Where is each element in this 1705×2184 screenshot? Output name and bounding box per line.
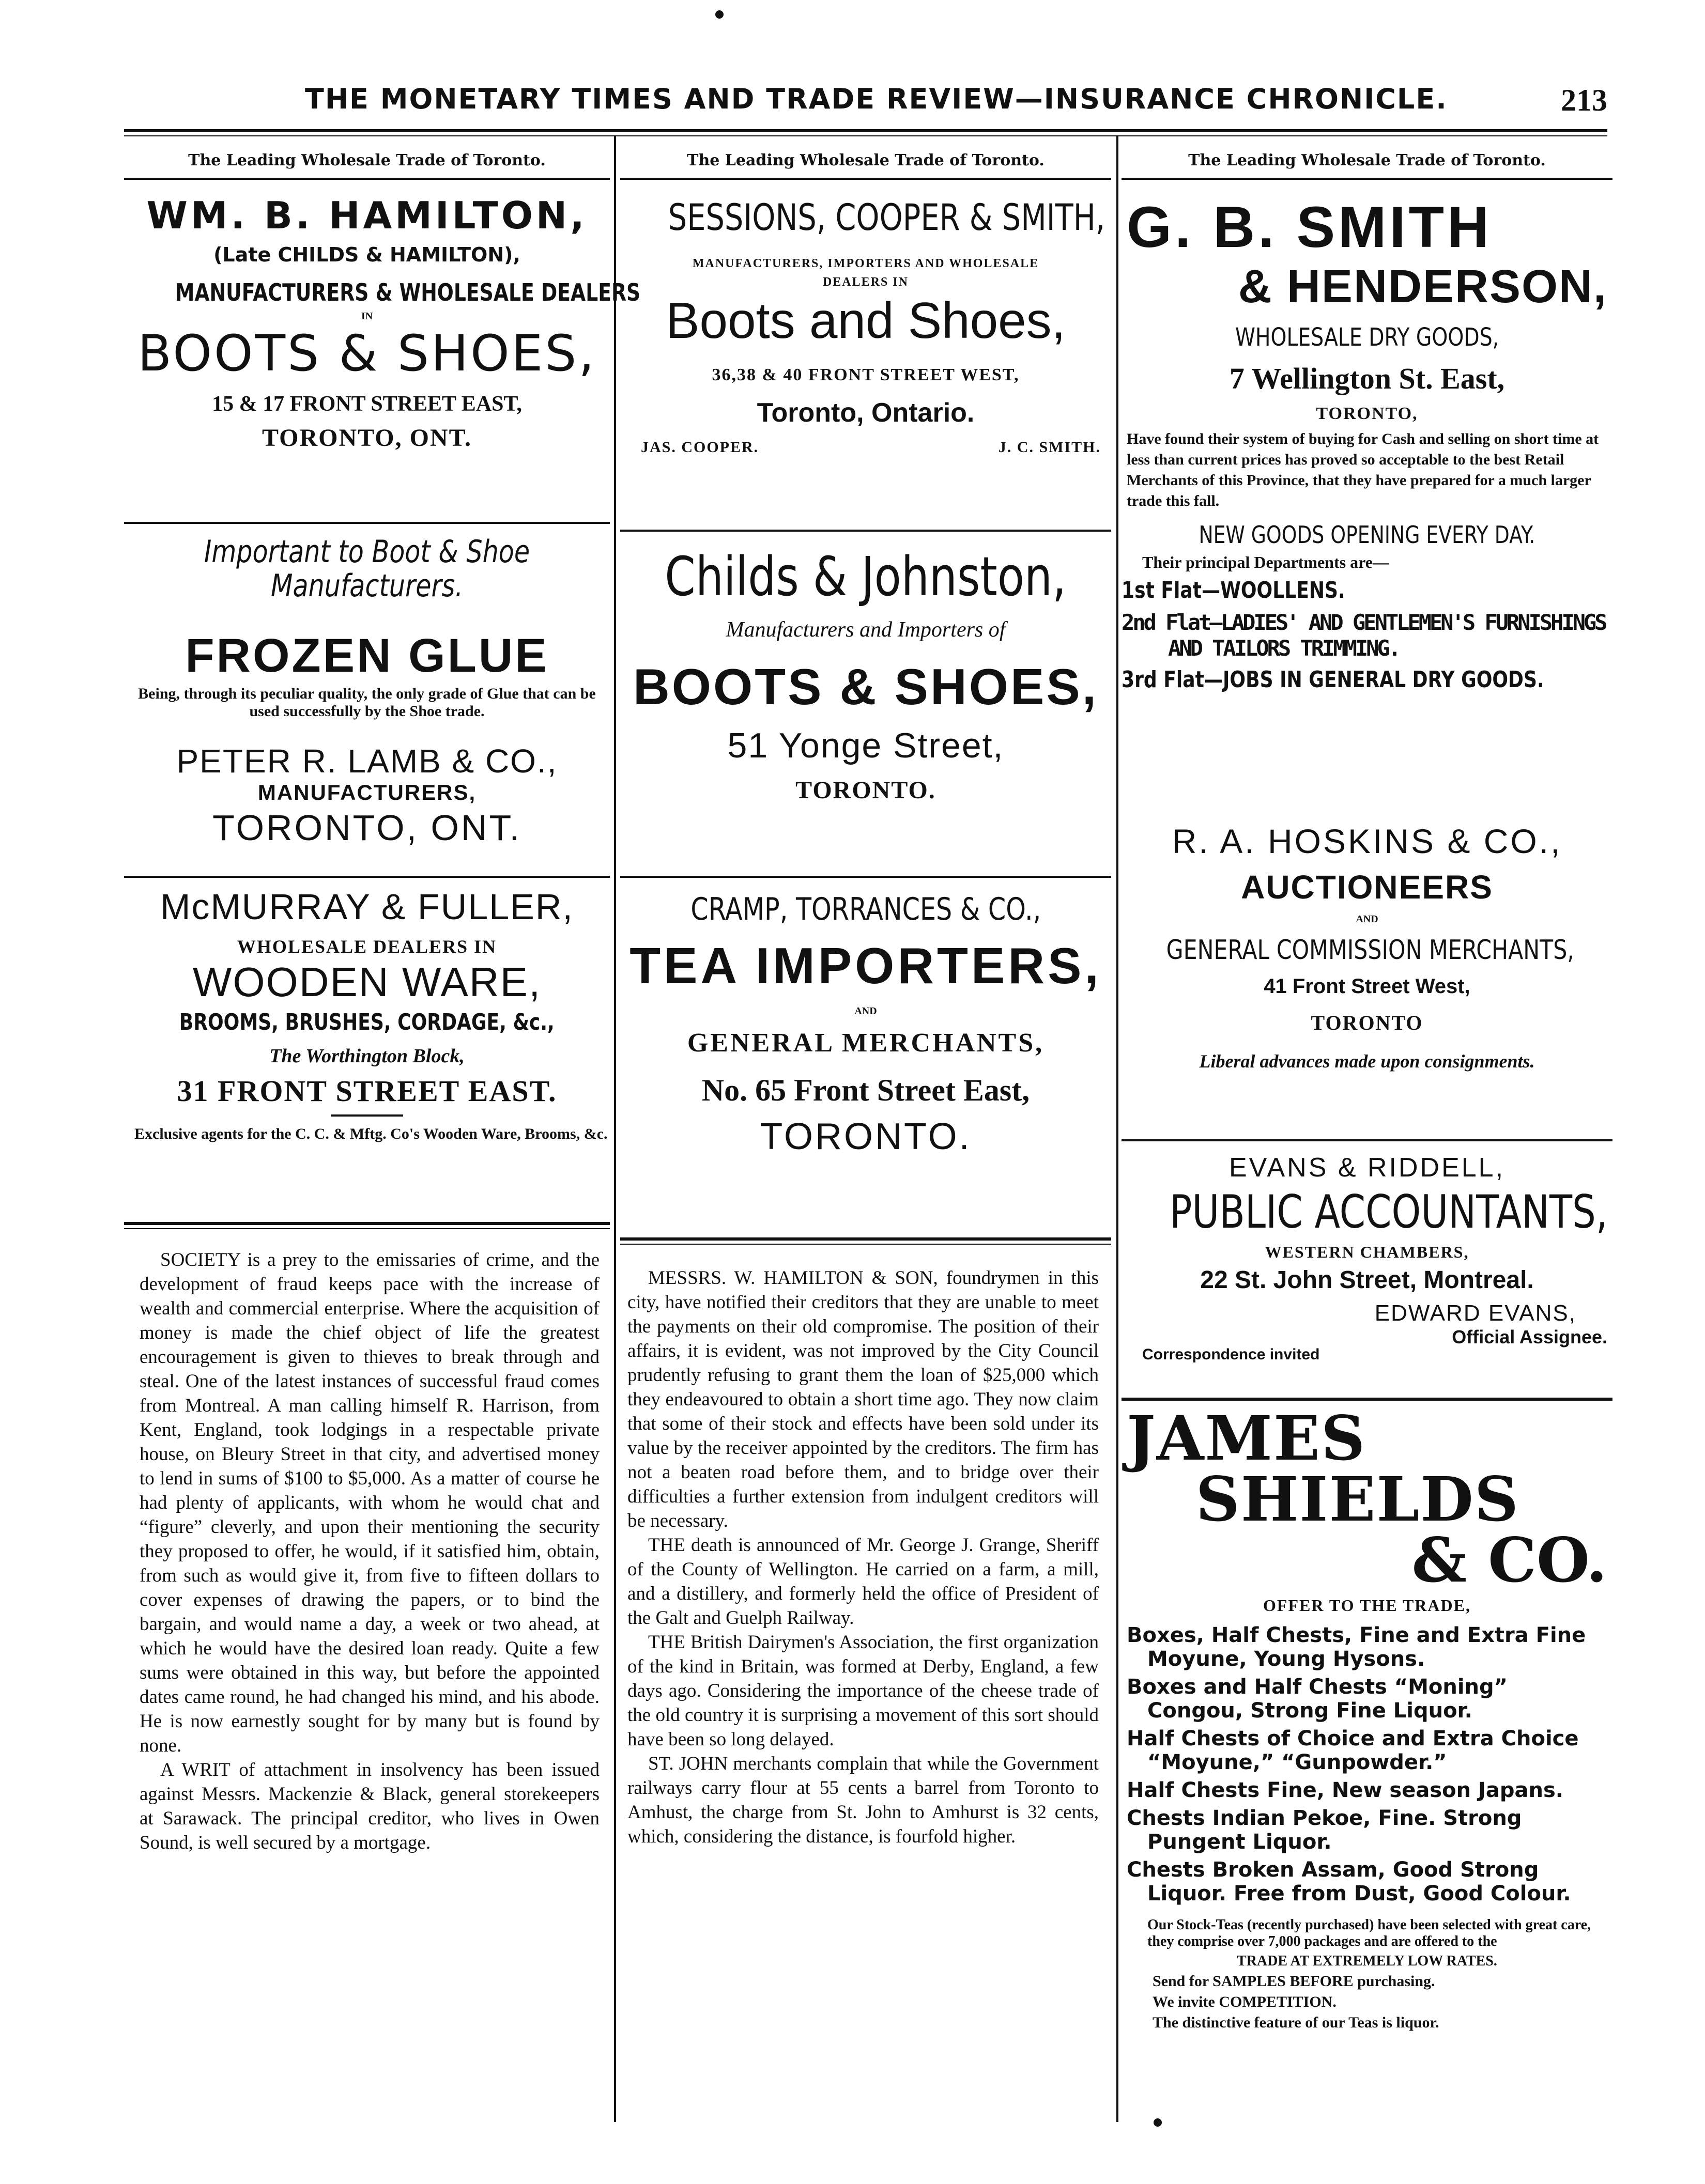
ad-shields-item: Half Chests Fine, New season Japans. xyxy=(1127,1778,1563,1802)
ad-childs-goods: BOOTS & SHOES, xyxy=(633,658,1098,715)
ad-hoskins-address: 41 Front Street West, xyxy=(1264,975,1470,998)
ad-sessions-role: MANUFACTURERS, IMPORTERS AND WHOLESALE DEALERS IN xyxy=(692,257,1039,289)
ad-cramp xyxy=(620,891,1111,1158)
ad-evans-building: WESTERN CHAMBERS, xyxy=(1265,1243,1469,1261)
ad-shields-offer: OFFER TO THE TRADE, xyxy=(1263,1596,1471,1615)
ad-hoskins-note: Liberal advances made upon consignments. xyxy=(1199,1051,1535,1072)
ad-sessions-city: Toronto, Ontario. xyxy=(757,398,975,428)
ad-hamilton-late: (Late CHILDS & HAMILTON), xyxy=(213,243,520,266)
ad-gbsmith-dept-1: 1st Flat—WOOLLENS. xyxy=(1122,577,1345,603)
ad-evans-title: Official Assignee. xyxy=(1452,1326,1607,1347)
column-heading: The Leading Wholesale Trade of Toronto. xyxy=(620,137,1111,180)
ad-mcmurray xyxy=(124,886,610,1143)
ad-shields-item: Chests Broken Assam, Good Strong Liquor. Free from Dust, Good Colour. xyxy=(1127,1858,1571,1906)
ad-sessions-partner-1: JAS. COOPER. xyxy=(641,439,759,456)
article-paragraph: A WRIT of attachment in insolvency has been issued against Messrs. Mackenzie & Black, general storekeepers at Sarawack. The principal creditor, who lives in Owen Sound, is well secured by a mortgage. xyxy=(140,1759,600,1853)
ad-shields-name-1: JAMES xyxy=(1127,1402,1366,1474)
ad-sessions-partner-2: J. C. SMITH. xyxy=(998,439,1101,456)
article-paragraph: ST. JOHN merchants complain that while the Government railways carry flour at 55 cents a barrel from Toronto to Amhust, the charge from St. John to Amhurst is 32 cents, which, considering the distance, is fourfold higher. xyxy=(627,1753,1099,1847)
ad-mcmurray-name: McMURRAY & FULLER, xyxy=(160,887,574,927)
ad-sessions-goods: Boots and Shoes, xyxy=(666,292,1066,349)
ad-hoskins-and: AND xyxy=(1356,913,1378,925)
ad-hamilton-city: TORONTO, ONT. xyxy=(262,424,472,452)
ad-cramp-address: No. 65 Front Street East, xyxy=(701,1073,1030,1107)
ad-gbsmith xyxy=(1122,194,1612,693)
ad-cramp-goods: TEA IMPORTERS, xyxy=(629,937,1102,994)
ad-childs-role: Manufacturers and Importers of xyxy=(726,618,1006,642)
article-paragraph: THE British Dairymen's Association, the first organization of the kind in Britain, was formed at Derby, England, a few days ago. Considering the importance of the cheese trade of the old country it is surprising a movement of this sort should have been so long delayed. xyxy=(627,1632,1099,1750)
divider-thick xyxy=(124,1222,610,1225)
ad-lamb-name: PETER R. LAMB & CO., xyxy=(176,742,558,780)
ad-hoskins-name: R. A. HOSKINS & CO., xyxy=(1172,822,1562,860)
divider xyxy=(124,522,610,524)
ad-hoskins-role-2: GENERAL COMMISSION MERCHANTS, xyxy=(1166,935,1574,966)
ad-cramp-name: CRAMP, TORRANCES & CO., xyxy=(690,891,1041,927)
print-mark xyxy=(715,10,724,19)
ad-cramp-and: AND xyxy=(854,1005,877,1017)
ad-evans xyxy=(1122,1152,1612,1364)
ad-evans-invite: Correspondence invited xyxy=(1142,1346,1320,1363)
article-paragraph: THE death is announced of Mr. George J. Grange, Sheriff of the County of Wellington. He carried on a farm, a mill, and a distillery, and formerly held the office of President of the Galt and Guelph Railway. xyxy=(627,1535,1099,1629)
ad-shields-item: Boxes, Half Chests, Fine and Extra Fine Moyune, Young Hysons. xyxy=(1127,1623,1586,1671)
ad-shields-feature: The distinctive feature of our Teas is liquor. xyxy=(1153,2014,1439,2031)
ad-gbsmith-text: Have found their system of buying for Cash and selling on short time at less than current prices has proved so acceptable to the best Retail Merchants of this Province, that they have prepared for a much larger trade this fall. xyxy=(1127,430,1599,509)
ad-childs xyxy=(620,545,1111,804)
ad-shields-stock: Our Stock-Teas (recently purchased) have been selected with great care, they comprise over 7,000 packages and are offered to the xyxy=(1147,1917,1591,1949)
ad-hamilton xyxy=(124,194,641,452)
divider-thick xyxy=(620,1237,1111,1241)
divider xyxy=(1122,1139,1612,1141)
ad-shields-item: Boxes and Half Chests “Moning” Congou, Strong Fine Liquor. xyxy=(1127,1675,1508,1723)
article-paragraph: SOCIETY is a prey to the emissaries of crime, and the development of fraud keeps pace with the increase of wealth and commercial enterprise. Where the acquisition of money is made the chief object of life the greatest encouragement is given to thieves to break through and steal. One of the latest instances of successful fraud comes from Montreal. A man calling himself R. Harrison, from Kent, England, took lodgings in a respectable private house, on Bleury Street in that city, and advertised money to lend in sums of $100 to $5,000. As a matter of course he had plenty of applicants, with whom he would chat and “figure” cleverly, and upon their mentioning the security they proposed to offer, he would, if it satisfied him, obtain, from such as would give it, from five to fifteen dollars to cover expenses of drawing the papers, or to bind the bargain, and would name a day, a week or two ahead, at which he would have the desired loan ready. Quite a few sums were obtained in this way, but before the appointed dates came round, he had changed his mind, and his abode. He is now earnestly sought for by many but is found by none. xyxy=(140,1249,600,1756)
column-right xyxy=(1122,137,1612,2121)
ad-lamb-product: FROZEN GLUE xyxy=(185,629,549,682)
ad-hoskins xyxy=(1122,822,1612,1072)
ad-hamilton-goods: BOOTS & SHOES, xyxy=(137,324,596,382)
ad-gbsmith-name-1: G. B. SMITH xyxy=(1127,195,1492,259)
ad-evans-person: EDWARD EVANS, xyxy=(1374,1300,1576,1326)
ad-shields-competition: We invite COMPETITION. xyxy=(1153,1993,1337,2010)
ad-hamilton-in: IN xyxy=(361,311,373,322)
ad-lamb-role: MANUFACTURERS, xyxy=(257,780,477,804)
ad-shields-rates: TRADE AT EXTREMELY LOW RATES. xyxy=(1237,1953,1497,1969)
divider-thick xyxy=(1122,1398,1612,1401)
short-rule xyxy=(331,1114,403,1117)
ad-lamb-city: TORONTO, ONT. xyxy=(212,808,521,848)
divider-thin xyxy=(124,1228,610,1229)
ad-childs-address: 51 Yonge Street, xyxy=(727,726,1004,765)
ad-mcmurray-goods2: BROOMS, BRUSHES, CORDAGE, &c., xyxy=(179,1009,555,1035)
ad-cramp-city: TORONTO. xyxy=(760,1116,972,1157)
ad-evans-role: PUBLIC ACCOUNTANTS, xyxy=(1170,1185,1608,1238)
article-paragraph: MESSRS. W. HAMILTON & SON, foundrymen in this city, have notified their creditors that they are unable to meet the payments on their old compromise. The position of their affairs, it is evident, was not improved by the City Council prudently refusing to grant them the loan of $25,000 which they endeavoured to obtain a short time ago. They now claim that some of their stock and effects have been sold under its value by the receiver appointed by the creditors. The firm has not a beaten road before them, and to bridge over their difficulties a further extension from indulgent creditors will be necessary. xyxy=(627,1267,1099,1531)
column-heading: The Leading Wholesale Trade of Toronto. xyxy=(1122,137,1612,180)
ad-mcmurray-role: WHOLESALE DEALERS IN xyxy=(237,936,497,957)
ad-evans-address: 22 St. John Street, Montreal. xyxy=(1200,1266,1534,1294)
ad-shields xyxy=(1122,1402,1612,2032)
page-header xyxy=(124,83,1607,124)
ad-evans-name: EVANS & RIDDELL, xyxy=(1228,1153,1506,1183)
ad-shields-name-3: & CO. xyxy=(1411,1524,1607,1596)
ad-lamb xyxy=(124,535,610,848)
ad-lamb-desc: Being, through its peculiar quality, the only grade of Glue that can be used successfully by the Shoe trade. xyxy=(138,685,596,720)
header-rule-thin xyxy=(124,135,1607,136)
ad-shields-item: Half Chests of Choice and Extra Choice “Moyune,” “Gunpowder.” xyxy=(1127,1727,1579,1774)
ad-cramp-role: GENERAL MERCHANTS, xyxy=(687,1028,1044,1058)
article-left xyxy=(140,1248,600,1855)
ad-gbsmith-depts-intro: Their principal Departments are— xyxy=(1142,553,1389,571)
ad-sessions xyxy=(620,196,1111,464)
column-left xyxy=(124,137,641,2121)
column-heading: The Leading Wholesale Trade of Toronto. xyxy=(124,137,610,180)
ad-gbsmith-city: TORONTO, xyxy=(1316,404,1418,423)
ad-shields-samples: Send for SAMPLES BEFORE purchasing. xyxy=(1153,1973,1435,1990)
ad-gbsmith-address: 7 Wellington St. East, xyxy=(1229,362,1505,395)
ad-lamb-notice: Important to Boot & Shoe Manufacturers. xyxy=(204,534,530,604)
divider xyxy=(620,530,1111,532)
ad-gbsmith-name-2: & HENDERSON, xyxy=(1238,261,1607,313)
ad-childs-name: Childs & Johnston, xyxy=(665,545,1067,608)
ad-gbsmith-dept-3: 3rd Flat—JOBS IN GENERAL DRY GOODS. xyxy=(1122,667,1544,693)
divider-thin xyxy=(620,1244,1111,1245)
ad-gbsmith-dept-2: 2nd Flat—LADIES' AND GENTLEMEN'S FURNISHINGS AND TAILORS TRIMMING. xyxy=(1122,610,1606,661)
ad-sessions-address: 36,38 & 40 FRONT STREET WEST, xyxy=(712,365,1020,384)
ad-hamilton-address: 15 & 17 FRONT STREET EAST, xyxy=(212,392,522,416)
divider xyxy=(620,876,1111,878)
ad-hoskins-role: AUCTIONEERS xyxy=(1241,869,1493,906)
ad-shields-name-2: SHIELDS xyxy=(1195,1463,1519,1535)
ad-mcmurray-address: 31 FRONT STREET EAST. xyxy=(177,1074,557,1108)
ad-shields-item: Chests Indian Pekoe, Fine. Strong Pungent Liquor. xyxy=(1127,1806,1522,1854)
ad-hamilton-role: MANUFACTURERS & WHOLESALE DEALERS xyxy=(175,278,641,306)
column-middle xyxy=(620,137,1111,2121)
print-mark xyxy=(1154,2118,1162,2127)
header-rule xyxy=(124,129,1607,132)
ad-hoskins-city: TORONTO xyxy=(1311,1011,1423,1034)
ad-childs-city: TORONTO. xyxy=(795,777,936,804)
page-title: THE MONETARY TIMES AND TRADE REVIEW—INSURANCE CHRONICLE. xyxy=(305,83,1448,115)
article-middle xyxy=(627,1266,1099,1849)
ad-mcmurray-block: The Worthington Block, xyxy=(269,1045,465,1067)
ad-gbsmith-role: WHOLESALE DRY GOODS, xyxy=(1235,323,1499,352)
ad-mcmurray-goods: WOODEN WARE, xyxy=(192,959,542,1005)
page-number: 213 xyxy=(1561,83,1607,117)
divider xyxy=(124,876,610,878)
ad-gbsmith-opening: NEW GOODS OPENING EVERY DAY. xyxy=(1199,521,1535,549)
ad-sessions-name: SESSIONS, COOPER & SMITH, xyxy=(668,196,1105,239)
column-rule-2 xyxy=(1116,135,1118,2122)
ad-hamilton-name: WM. B. HAMILTON, xyxy=(146,194,588,237)
ad-mcmurray-agents: Exclusive agents for the C. C. & Mftg. Co's Wooden Ware, Brooms, &c. xyxy=(134,1125,608,1142)
column-rule-1 xyxy=(614,135,616,2122)
